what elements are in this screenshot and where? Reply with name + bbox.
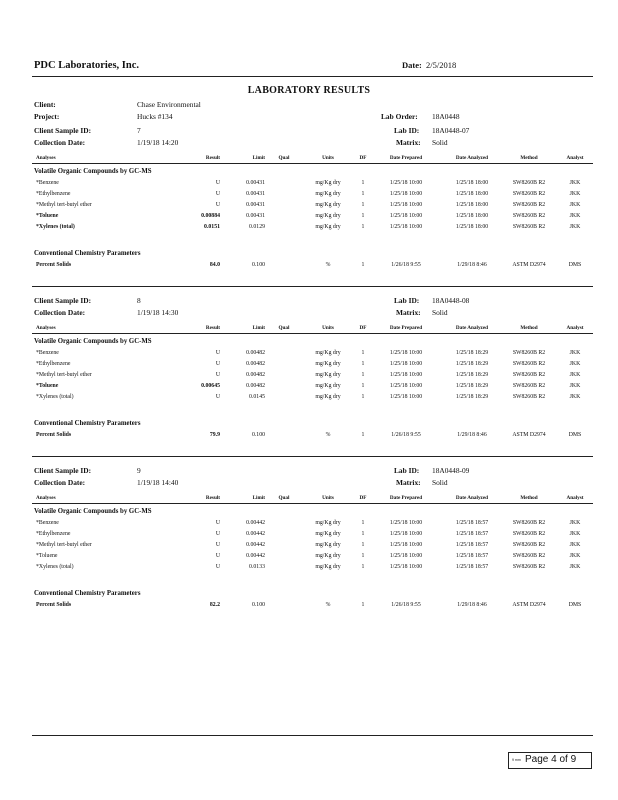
row-analyst: JKK (569, 361, 581, 367)
row-units: mg/Kg dry (315, 180, 341, 186)
row-limit: 0.00482 (246, 372, 265, 378)
column-header-rule (32, 163, 593, 164)
row-limit: 0.00431 (246, 213, 265, 219)
matrix-label: Matrix: (396, 138, 421, 147)
row-units: mg/Kg dry (315, 202, 341, 208)
row-prepared: 1/25/18 10:00 (389, 224, 423, 230)
row-analyzed: 1/25/18 18:29 (455, 383, 489, 389)
row-prepared: 1/25/18 10:00 (389, 191, 423, 197)
matrix-value: Solid (432, 138, 448, 147)
page-stamp (508, 752, 592, 769)
column-header: Date Prepared (389, 325, 423, 331)
row-units: mg/Kg dry (315, 553, 341, 559)
row-result: U (215, 553, 220, 559)
lab-order-value: 18A0448 (432, 112, 460, 121)
row-result: U (215, 191, 220, 197)
row-method: SW8260B R2 (512, 191, 546, 197)
row-units: mg/Kg dry (315, 564, 341, 570)
row-df: 1 (361, 202, 365, 208)
row-analyst: JKK (569, 202, 581, 208)
row-analyzed: 1/25/18 18:57 (455, 531, 489, 537)
row-prepared: 1/25/18 10:00 (389, 564, 423, 570)
row-analyst: JKK (569, 372, 581, 378)
collection-date-value: 1/19/18 14:40 (137, 478, 179, 487)
row-method: SW8260B R2 (512, 224, 546, 230)
column-header: Units (322, 155, 334, 161)
column-header: Analyses (36, 325, 56, 331)
row-analyst: JKK (569, 394, 581, 400)
row-method: SW8260B R2 (512, 531, 546, 537)
row-analyzed: 1/25/18 18:29 (455, 350, 489, 356)
row-analyzed: 1/25/18 18:00 (455, 180, 489, 186)
column-header: Result (205, 155, 220, 161)
column-header-rule (32, 503, 593, 504)
row-method: SW8260B R2 (512, 383, 546, 389)
row-limit: 0.00442 (246, 531, 265, 537)
row-df: 1 (361, 542, 365, 548)
row-analyzed: 1/25/18 18:29 (455, 394, 489, 400)
page-title: LABORATORY RESULTS (247, 85, 371, 96)
row-prepared: 1/26/18 9:55 (391, 432, 421, 438)
column-header: Date Analyzed (455, 325, 489, 331)
group-title: Conventional Chemistry Parameters (34, 420, 141, 427)
sample-id-label: Client Sample ID: (34, 466, 92, 475)
row-units: % (325, 432, 331, 438)
row-df: 1 (361, 531, 365, 537)
row-limit: 0.00431 (246, 202, 265, 208)
row-analyte: *Ethylbenzene (36, 191, 71, 197)
sample-id-value: 7 (137, 126, 141, 135)
column-header-rule (32, 333, 593, 334)
page-number: Page 4 of 9 (525, 754, 577, 765)
row-analyst: JKK (569, 224, 581, 230)
row-method: SW8260B R2 (512, 202, 546, 208)
row-analyst: JKK (569, 180, 581, 186)
lab-id-value: 18A0448-08 (432, 296, 470, 305)
column-header: Date Analyzed (455, 495, 489, 501)
row-analyst: JKK (569, 191, 581, 197)
group-title: Volatile Organic Compounds by GC-MS (34, 338, 152, 345)
column-header: Limit (252, 495, 265, 501)
row-result: U (215, 531, 220, 537)
row-analyte: *Methyl tert-butyl ether (36, 202, 92, 208)
row-method: SW8260B R2 (512, 372, 546, 378)
row-df: 1 (361, 372, 365, 378)
row-units: mg/Kg dry (315, 542, 341, 548)
row-analyte: *Benzene (36, 180, 59, 186)
row-prepared: 1/25/18 10:00 (389, 213, 423, 219)
collection-date-value: 1/19/18 14:20 (137, 138, 179, 147)
column-header: DF (359, 155, 367, 161)
column-header: Units (322, 325, 334, 331)
column-header: Qual (278, 495, 290, 501)
row-limit: 0.100 (251, 432, 265, 438)
row-limit: 0.100 (251, 602, 265, 608)
lab-id-value: 18A0448-09 (432, 466, 470, 475)
row-df: 1 (361, 361, 365, 367)
column-header: Method (520, 155, 538, 161)
row-result: U (215, 361, 220, 367)
row-limit: 0.00482 (246, 383, 265, 389)
column-header: Date Analyzed (455, 155, 489, 161)
row-analyte: Percent Solids (36, 262, 72, 268)
lab-id-label: Lab ID: (394, 466, 420, 475)
row-analyte: *Benzene (36, 520, 59, 526)
row-df: 1 (361, 602, 365, 608)
row-analyst: JKK (569, 213, 581, 219)
matrix-value: Solid (432, 308, 448, 317)
row-analyte: *Ethylbenzene (36, 531, 71, 537)
row-method: SW8260B R2 (512, 553, 546, 559)
row-analyst: JKK (569, 531, 581, 537)
row-units: mg/Kg dry (315, 520, 341, 526)
row-units: mg/Kg dry (315, 350, 341, 356)
row-analyzed: 1/25/18 18:00 (455, 191, 489, 197)
row-analyzed: 1/25/18 18:57 (455, 520, 489, 526)
row-analyzed: 1/25/18 18:00 (455, 224, 489, 230)
group-title: Conventional Chemistry Parameters (34, 590, 141, 597)
column-header: Limit (252, 155, 265, 161)
row-analyst: JKK (569, 350, 581, 356)
row-analyzed: 1/25/18 18:29 (455, 361, 489, 367)
row-limit: 0.00482 (246, 361, 265, 367)
column-header: Analyst (566, 495, 584, 501)
row-analyte: *Benzene (36, 350, 59, 356)
row-df: 1 (361, 262, 365, 268)
sample-id-value: 8 (137, 296, 141, 305)
row-method: SW8260B R2 (512, 350, 546, 356)
row-units: mg/Kg dry (315, 372, 341, 378)
row-units: mg/Kg dry (315, 394, 341, 400)
row-result: U (215, 520, 220, 526)
row-analyzed: 1/25/18 18:57 (455, 564, 489, 570)
row-analyte: *Toluene (36, 213, 59, 219)
column-header: Date Prepared (389, 495, 423, 501)
company-name: PDC Laboratories, Inc. (34, 60, 139, 71)
row-result: 0.00884 (201, 213, 220, 219)
row-analyzed: 1/29/18 8:46 (457, 262, 487, 268)
row-limit: 0.00431 (246, 191, 265, 197)
row-analyte: *Methyl tert-butyl ether (36, 542, 92, 548)
row-units: mg/Kg dry (315, 383, 341, 389)
lab-id-label: Lab ID: (394, 296, 420, 305)
stamp-small-text: 9 mm (512, 758, 521, 762)
row-prepared: 1/26/18 9:55 (391, 262, 421, 268)
row-units: mg/Kg dry (315, 191, 341, 197)
row-df: 1 (361, 191, 365, 197)
lab-id-label: Lab ID: (394, 126, 420, 135)
client-label: Client: (34, 100, 56, 109)
column-header: Result (205, 495, 220, 501)
row-prepared: 1/25/18 10:00 (389, 372, 423, 378)
collection-date-label: Collection Date: (34, 478, 86, 487)
row-prepared: 1/25/18 10:00 (389, 350, 423, 356)
row-df: 1 (361, 520, 365, 526)
row-result: U (215, 394, 220, 400)
row-limit: 0.00442 (246, 520, 265, 526)
row-result: U (215, 202, 220, 208)
row-limit: 0.00442 (246, 553, 265, 559)
group-title: Volatile Organic Compounds by GC-MS (34, 168, 152, 175)
row-result: 79.9 (209, 432, 220, 438)
row-limit: 0.00431 (246, 180, 265, 186)
row-units: mg/Kg dry (315, 361, 341, 367)
report-date: 2/5/2018 (426, 60, 457, 70)
row-df: 1 (361, 180, 365, 186)
row-prepared: 1/25/18 10:00 (389, 531, 423, 537)
row-method: SW8260B R2 (512, 394, 546, 400)
column-header: DF (359, 495, 367, 501)
row-prepared: 1/25/18 10:00 (389, 202, 423, 208)
row-limit: 0.0129 (249, 224, 265, 230)
row-method: ASTM D2974 (512, 602, 546, 608)
header-rule (32, 76, 593, 77)
date-label: Date: (402, 60, 422, 70)
collection-date-label: Collection Date: (34, 308, 86, 317)
row-analyte: *Xylenes (total) (36, 564, 74, 570)
group-title: Conventional Chemistry Parameters (34, 250, 141, 257)
matrix-value: Solid (432, 478, 448, 487)
row-result: 82.2 (209, 602, 220, 608)
sample-id-value: 9 (137, 466, 141, 475)
matrix-label: Matrix: (396, 308, 421, 317)
footer-rule (32, 735, 593, 736)
collection-date-label: Collection Date: (34, 138, 86, 147)
row-analyzed: 1/25/18 18:00 (455, 213, 489, 219)
row-analyst: DMS (568, 432, 582, 438)
row-analyte: *Ethylbenzene (36, 361, 71, 367)
sample-id-label: Client Sample ID: (34, 126, 92, 135)
column-header: Limit (252, 325, 265, 331)
column-header: Analyses (36, 495, 56, 501)
row-prepared: 1/25/18 10:00 (389, 553, 423, 559)
row-method: SW8260B R2 (512, 542, 546, 548)
row-df: 1 (361, 350, 365, 356)
sample-id-label: Client Sample ID: (34, 296, 92, 305)
row-analyst: DMS (568, 262, 582, 268)
row-df: 1 (361, 553, 365, 559)
row-analyzed: 1/25/18 18:57 (455, 553, 489, 559)
row-result: U (215, 180, 220, 186)
row-df: 1 (361, 383, 365, 389)
row-result: U (215, 372, 220, 378)
matrix-label: Matrix: (396, 478, 421, 487)
row-analyte: *Xylenes (total) (36, 394, 74, 400)
row-prepared: 1/25/18 10:00 (389, 394, 423, 400)
row-method: SW8260B R2 (512, 180, 546, 186)
sample-separator-rule (32, 286, 593, 287)
column-header: Result (205, 325, 220, 331)
row-prepared: 1/25/18 10:00 (389, 542, 423, 548)
row-limit: 0.0145 (249, 394, 265, 400)
column-header: Date Prepared (389, 155, 423, 161)
row-analyzed: 1/29/18 8:46 (457, 602, 487, 608)
row-limit: 0.0133 (249, 564, 265, 570)
row-df: 1 (361, 224, 365, 230)
row-method: SW8260B R2 (512, 564, 546, 570)
row-limit: 0.00482 (246, 350, 265, 356)
row-analyzed: 1/25/18 18:57 (455, 542, 489, 548)
row-analyst: JKK (569, 553, 581, 559)
row-result: 0.0151 (204, 224, 220, 230)
row-prepared: 1/25/18 10:00 (389, 180, 423, 186)
column-header: Analyses (36, 155, 56, 161)
row-units: mg/Kg dry (315, 213, 341, 219)
row-analyst: JKK (569, 520, 581, 526)
row-result: U (215, 350, 220, 356)
collection-date-value: 1/19/18 14:30 (137, 308, 179, 317)
project-label: Project: (34, 112, 60, 121)
row-units: % (325, 602, 331, 608)
group-title: Volatile Organic Compounds by GC-MS (34, 508, 152, 515)
row-prepared: 1/25/18 10:00 (389, 361, 423, 367)
row-units: mg/Kg dry (315, 224, 341, 230)
row-analyte: *Toluene (36, 553, 58, 559)
row-analyte: *Methyl tert-butyl ether (36, 372, 92, 378)
row-analyte: Percent Solids (36, 432, 72, 438)
row-analyte: *Toluene (36, 383, 59, 389)
row-limit: 0.100 (251, 262, 265, 268)
row-prepared: 1/25/18 10:00 (389, 520, 423, 526)
lab-id-value: 18A0448-07 (432, 126, 470, 135)
row-method: ASTM D2974 (512, 432, 546, 438)
row-units: % (325, 262, 331, 268)
row-method: SW8260B R2 (512, 520, 546, 526)
row-analyte: Percent Solids (36, 602, 72, 608)
row-result: U (215, 542, 220, 548)
column-header: Analyst (566, 325, 584, 331)
row-analyst: JKK (569, 564, 581, 570)
column-header: Method (520, 495, 538, 501)
row-result: 0.00645 (201, 383, 220, 389)
lab-order-label: Lab Order: (381, 112, 418, 121)
row-prepared: 1/26/18 9:55 (391, 602, 421, 608)
column-header: DF (359, 325, 367, 331)
row-method: ASTM D2974 (512, 262, 546, 268)
row-analyzed: 1/25/18 18:00 (455, 202, 489, 208)
row-analyzed: 1/25/18 18:29 (455, 372, 489, 378)
client-value: Chase Environmental (137, 100, 201, 109)
row-df: 1 (361, 432, 365, 438)
column-header: Units (322, 495, 334, 501)
column-header: Method (520, 325, 538, 331)
sample-separator-rule (32, 456, 593, 457)
row-method: SW8260B R2 (512, 361, 546, 367)
row-analyzed: 1/29/18 8:46 (457, 432, 487, 438)
row-analyte: *Xylenes (total) (36, 224, 75, 230)
row-method: SW8260B R2 (512, 213, 546, 219)
row-df: 1 (361, 394, 365, 400)
row-result: 84.0 (209, 262, 220, 268)
row-analyst: DMS (568, 602, 582, 608)
project-value: Hucks #134 (137, 112, 173, 121)
column-header: Analyst (566, 155, 584, 161)
row-df: 1 (361, 213, 365, 219)
column-header: Qual (278, 155, 290, 161)
row-result: U (215, 564, 220, 570)
row-analyst: JKK (569, 542, 581, 548)
column-header: Qual (278, 325, 290, 331)
row-units: mg/Kg dry (315, 531, 341, 537)
row-analyst: JKK (569, 383, 581, 389)
row-limit: 0.00442 (246, 542, 265, 548)
row-df: 1 (361, 564, 365, 570)
row-prepared: 1/25/18 10:00 (389, 383, 423, 389)
